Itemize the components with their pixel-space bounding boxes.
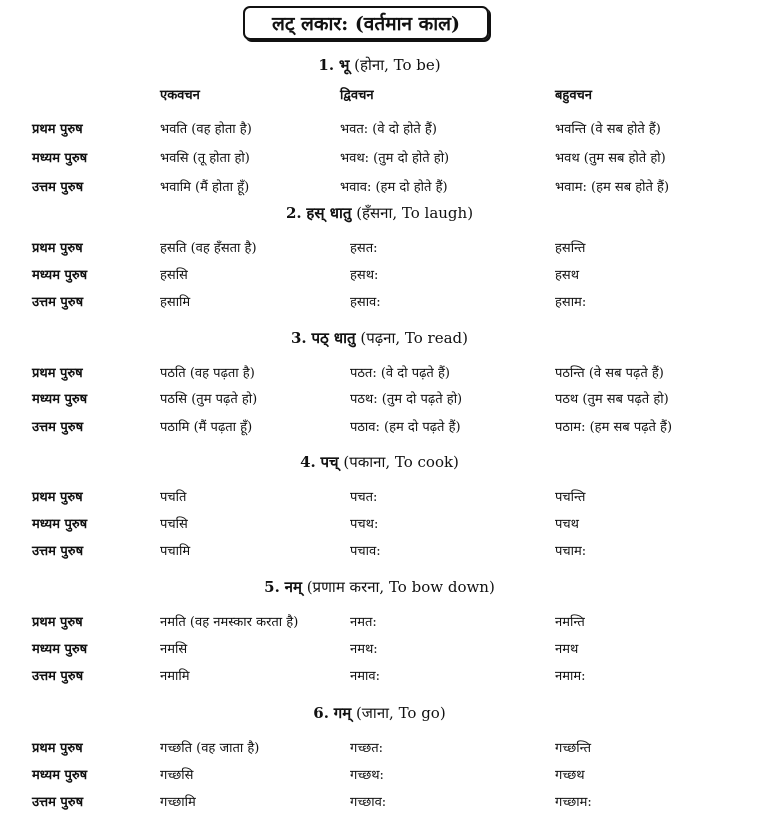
person-label: प्रथम पुरुष — [32, 741, 83, 756]
conjugation-form: पचन्ति — [555, 490, 586, 505]
conjugation-form: नमाव: — [350, 669, 380, 684]
conjugation-form: गच्छथ — [555, 768, 585, 783]
verb-meaning: (होना, To be) — [354, 56, 441, 74]
conjugation-form: भवथ (तुम सब होते हो) — [555, 151, 666, 166]
person-label: मध्यम पुरुष — [32, 268, 88, 283]
conjugation-form: पचसि — [160, 517, 188, 532]
person-label: मध्यम पुरुष — [32, 768, 88, 783]
verb-meaning: (पढ़ना, To read) — [360, 329, 468, 347]
conjugation-form: पठसि (तुम पढ़ते हो) — [160, 392, 258, 407]
section-number: 5. — [264, 578, 280, 596]
page-title: लट् लकार: (वर्तमान काल) — [243, 6, 489, 40]
person-label: मध्यम पुरुष — [32, 392, 88, 407]
section-number: 3. — [290, 329, 307, 347]
section-number: 1. — [318, 56, 335, 74]
conjugation-form: हसथ: — [350, 268, 379, 283]
verb-root: पठ् धातु — [311, 329, 356, 347]
verb-root: पच् — [320, 453, 339, 471]
section-title — [0, 55, 759, 75]
column-header-plural: बहुवचन — [555, 88, 593, 103]
conjugation-form: पठाव: (हम दो पढ़ते हैं) — [350, 420, 461, 435]
person-label: मध्यम पुरुष — [32, 151, 88, 166]
conjugation-form: पठति (वह पढ़ता है) — [160, 366, 255, 381]
conjugation-form: पचामि — [160, 544, 191, 559]
verb-meaning: (हँसना, To laugh) — [356, 204, 474, 222]
verb-meaning: (जाना, To go) — [355, 704, 446, 722]
conjugation-form: गच्छसि — [160, 768, 194, 783]
verb-root: हस् धातु — [306, 204, 352, 222]
conjugation-form: हसथ — [555, 268, 579, 283]
person-label: उत्तम पुरुष — [32, 544, 84, 559]
verb-meaning: (प्रणाम करना, To bow down) — [306, 578, 495, 596]
verb-root: नम् — [284, 578, 302, 596]
person-label: प्रथम पुरुष — [32, 490, 83, 505]
person-label: प्रथम पुरुष — [32, 241, 83, 256]
verb-root: गम् — [333, 704, 352, 722]
conjugation-form: नमथ: — [350, 642, 378, 657]
person-label: उत्तम पुरुष — [32, 295, 84, 310]
person-label: उत्तम पुरुष — [32, 420, 84, 435]
section-number: 6. — [313, 704, 329, 722]
conjugation-form: हसति (वह हँसता है) — [160, 241, 257, 256]
conjugation-form: भवसि (तू होता हो) — [160, 151, 250, 166]
section-title — [0, 703, 759, 723]
conjugation-form: पठथ: (तुम दो पढ़ते हो) — [350, 392, 463, 407]
section-number: 2. — [285, 204, 302, 222]
conjugation-form: गच्छन्ति — [555, 741, 591, 756]
conjugation-form: गच्छत: — [350, 741, 384, 756]
conjugation-form: पचथ: — [350, 517, 379, 532]
person-label: प्रथम पुरुष — [32, 122, 83, 137]
conjugation-form: नमाम: — [555, 669, 586, 684]
conjugation-form: भवथ: (तुम दो होते हो) — [340, 151, 450, 166]
section-title — [0, 577, 759, 597]
conjugation-form: हसत: — [350, 241, 378, 256]
conjugation-form: पठन्ति (वे सब पढ़ते हैं) — [555, 366, 664, 381]
person-label: प्रथम पुरुष — [32, 615, 83, 630]
conjugation-form: पठथ (तुम सब पढ़ते हो) — [555, 392, 669, 407]
column-header-dual: द्विवचन — [340, 88, 374, 103]
person-label: उत्तम पुरुष — [32, 180, 84, 195]
conjugation-form: पठाम: (हम सब पढ़ते हैं) — [555, 420, 673, 435]
conjugation-form: पचाम: — [555, 544, 587, 559]
conjugation-form: हसाव: — [350, 295, 381, 310]
conjugation-form: पठामि (मैं पढ़ता हूँ) — [160, 420, 253, 435]
conjugation-form: नमति (वह नमस्कार करता है) — [160, 615, 299, 630]
conjugation-form: हसाम: — [555, 295, 587, 310]
conjugation-form: नमामि — [160, 669, 190, 684]
conjugation-form: गच्छति (वह जाता है) — [160, 741, 260, 756]
section-title — [0, 203, 759, 223]
section-title — [0, 452, 759, 472]
person-label: मध्यम पुरुष — [32, 517, 88, 532]
conjugation-form: गच्छाव: — [350, 795, 387, 810]
conjugation-form: पचाव: — [350, 544, 381, 559]
conjugation-form: गच्छामि — [160, 795, 196, 810]
verb-root: भू — [338, 56, 350, 74]
conjugation-form: पठत: (वे दो पढ़ते हैं) — [350, 366, 450, 381]
person-label: उत्तम पुरुष — [32, 795, 84, 810]
column-header-singular: एकवचन — [160, 88, 200, 103]
conjugation-form: नमथ — [555, 642, 579, 657]
person-label: मध्यम पुरुष — [32, 642, 88, 657]
conjugation-form: हसन्ति — [555, 241, 586, 256]
conjugation-form: भवाव: (हम दो होते हैं) — [340, 180, 448, 195]
conjugation-form: भवति (वह होता है) — [160, 122, 252, 137]
conjugation-form: पचति — [160, 490, 187, 505]
section-number: 4. — [300, 453, 316, 471]
conjugation-form: गच्छाम: — [555, 795, 592, 810]
conjugation-form: भवामि (मैं होता हूँ) — [160, 180, 250, 195]
person-label: प्रथम पुरुष — [32, 366, 83, 381]
conjugation-form: भवाम: (हम सब होते हैं) — [555, 180, 670, 195]
person-label: उत्तम पुरुष — [32, 669, 84, 684]
conjugation-form: नमत: — [350, 615, 377, 630]
conjugation-form: भवन्ति (वे सब होते हैं) — [555, 122, 661, 137]
conjugation-form: हससि — [160, 268, 188, 283]
conjugation-form: हसामि — [160, 295, 191, 310]
conjugation-form: नमन्ति — [555, 615, 585, 630]
verb-meaning: (पकाना, To cook) — [343, 453, 459, 471]
conjugation-form: भवत: (वे दो होते हैं) — [340, 122, 437, 137]
conjugation-form: पचत: — [350, 490, 378, 505]
conjugation-form: पचथ — [555, 517, 579, 532]
conjugation-form: नमसि — [160, 642, 188, 657]
section-title — [0, 328, 759, 348]
conjugation-form: गच्छथ: — [350, 768, 384, 783]
